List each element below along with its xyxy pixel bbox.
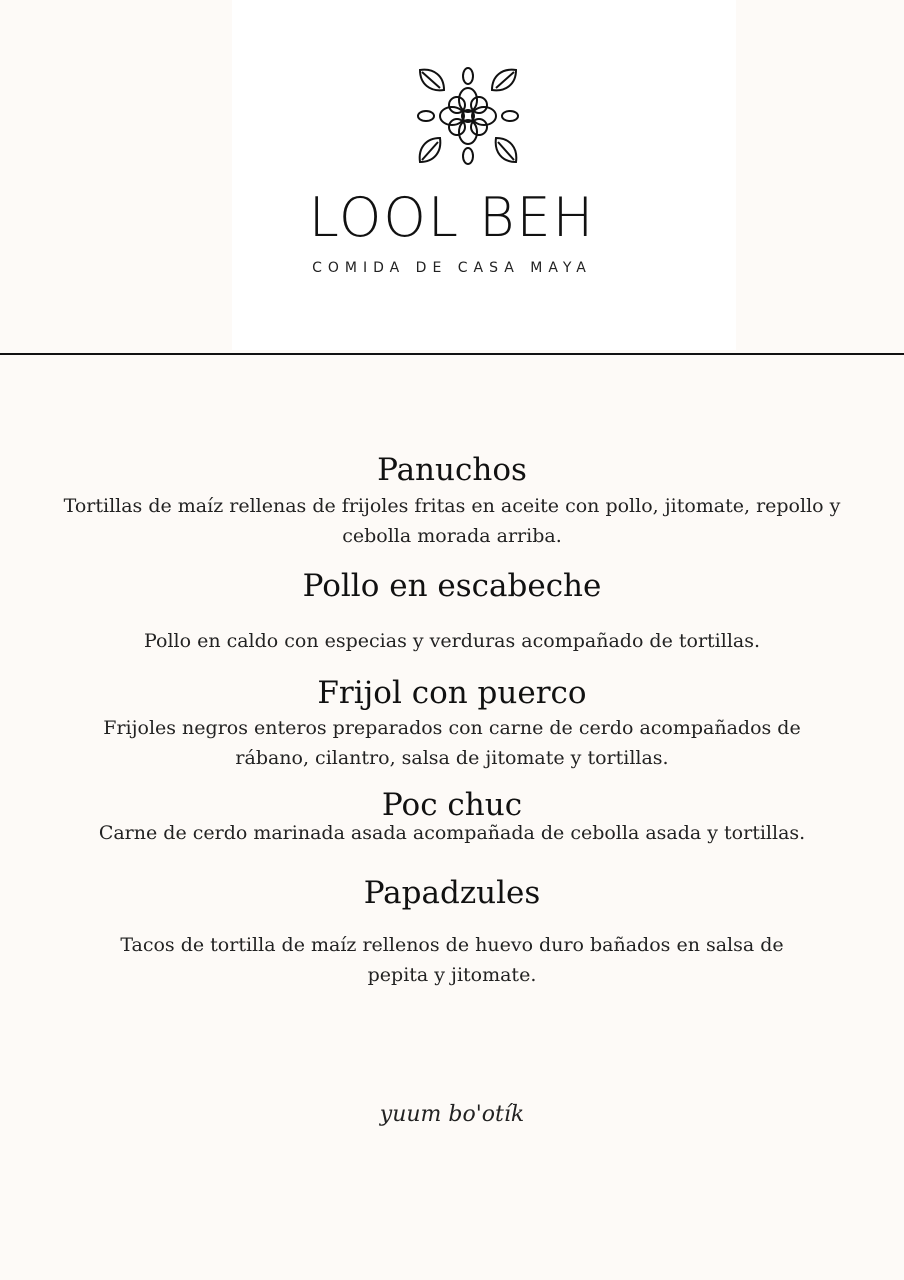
dish-description-pollo-en-escabeche: Pollo en caldo con especias y verduras acompañado de tortillas.: [143, 630, 761, 652]
leaf-bottom-left-icon: [420, 138, 441, 162]
leaf-top-left-icon: [420, 70, 444, 91]
leaf-bottom-right-icon: [496, 138, 517, 162]
brand-tagline: COMIDA DE CASA MAYA: [312, 260, 592, 276]
center-flower-icon: [440, 88, 496, 144]
dish-title-pollo-en-escabeche: Pollo en escabeche: [302, 568, 602, 604]
floral-leaf-emblem-icon: [414, 64, 522, 168]
dish-title-panuchos: Panuchos: [377, 452, 527, 488]
logo-panel: [232, 0, 736, 350]
dish-description-panuchos: Tortillas de maíz rellenas de frijoles fritas en aceite con pollo, jitomate, repollo y cebolla morada arriba.: [63, 495, 841, 547]
dish-description-frijol-con-puerco: Frijoles negros enteros preparados con carne de cerdo acompañados de rábano, cilantro, salsa de jitomate y tortillas.: [103, 717, 801, 769]
dish-title-papadzules: Papadzules: [363, 875, 541, 911]
header-divider: [0, 353, 904, 355]
dish-description-papadzules: Tacos de tortilla de maíz rellenos de huevo duro bañados en salsa de pepita y jitomate.: [120, 934, 784, 986]
dish-title-frijol-con-puerco: Frijol con puerco: [317, 675, 587, 711]
dish-title-poc-chuc: Poc chuc: [381, 787, 523, 823]
footer-signature: yuum bo'otík: [379, 1102, 525, 1127]
leaf-top-right-icon: [492, 70, 516, 91]
dish-description-poc-chuc: Carne de cerdo marinada asada acompañada de cebolla asada y tortillas.: [98, 822, 806, 844]
brand-name: LOOL BEH: [308, 186, 596, 249]
